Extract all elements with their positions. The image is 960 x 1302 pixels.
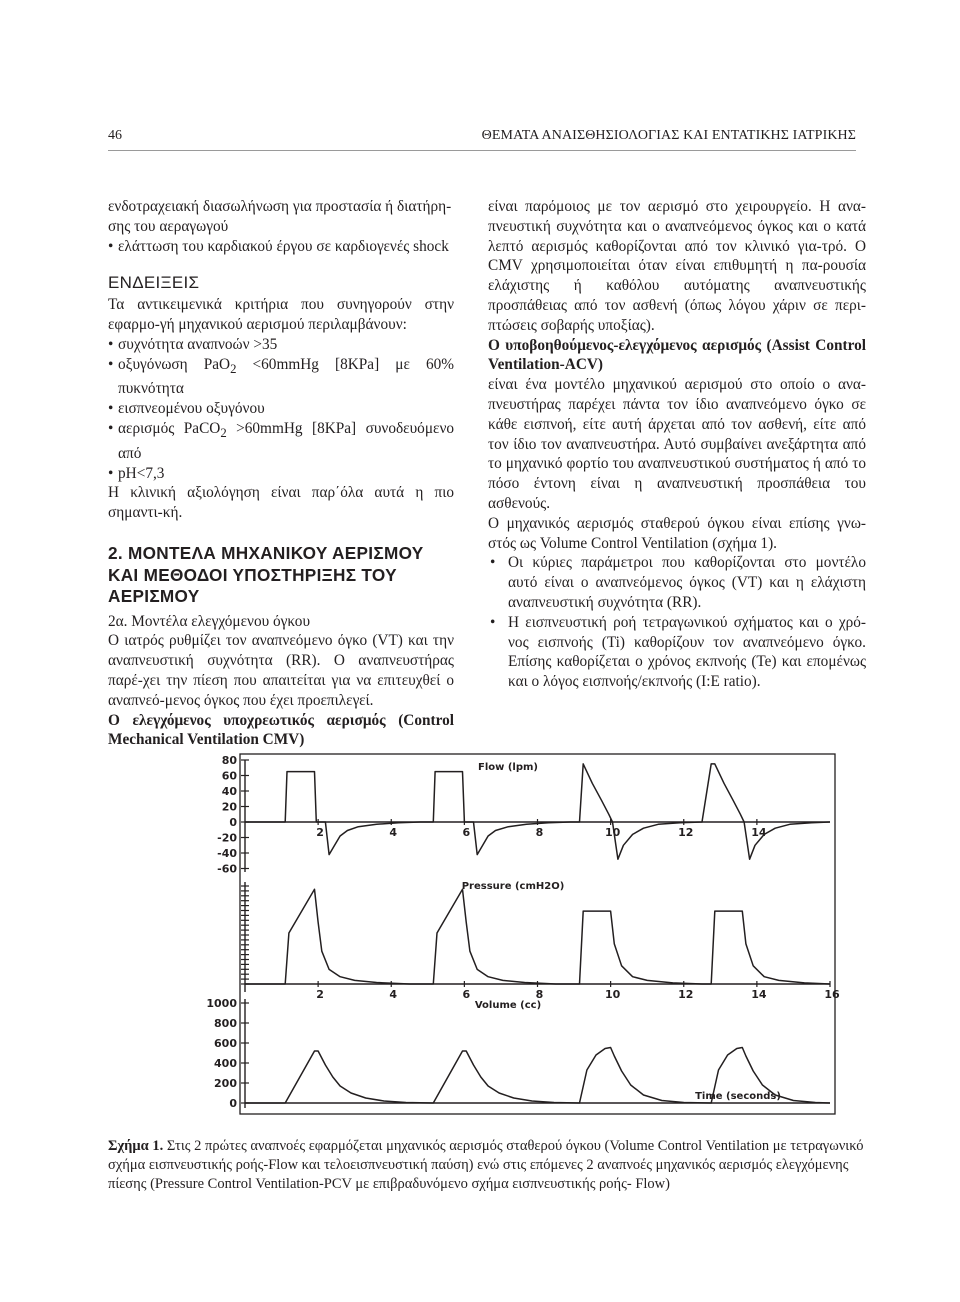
criterion-rate [108, 335, 454, 355]
criterion-pao2 [108, 355, 454, 400]
panel-1-x-tick-label: 8 [535, 988, 544, 1001]
left-column [108, 197, 454, 750]
ventilator-waveform-figure [206, 752, 840, 1118]
pao2-value: <60mmHg [8KPa] με 60% πυκνότητα [118, 355, 454, 398]
panel-0-y-tick-label: 80 [221, 754, 237, 767]
pao2-continued-text: εισπνεομένου οξυγόνου [118, 400, 265, 418]
pao2-subscript: 2 [230, 361, 237, 376]
panel-0-series-line [245, 764, 830, 859]
page-header [0, 0, 960, 150]
criterion-paco2-continued [108, 464, 454, 484]
vcv-paragraph: Ο μηχανικός αερισμός σταθερού όγκου είναι επίσης γνω-στός ως Volume Control Ventilation (σχήμα 1). [488, 514, 866, 552]
caption-text: Στις 2 πρώτες αναπνοές εφαρμόζεται μηχανικός αερισμός σταθερού όγκου (Volume Control Ventilation με τετραγωνικό σχήμα εισπνευστικής ροής-Flow και τελοεισπνευστική παύση) ενώ στις επόμενες 2 αναπνοές μηχανικός αερισμός ελεγχόμενης πίεσης (Pressure Control Ventilation-PCV με επιβραδυνόμενο σχήμα εισπνευστικής ροής- Flow) [108, 1138, 864, 1192]
parameter-bullets [488, 553, 866, 692]
parameter-bullet-1: • Οι κύριες παράμετροι που καθορίζονται στο μοντέλο αυτό είναι ο αναπνεόμενος όγκος (VT) και η ελάχιστη αναπνευστική συχνότητα (RR). [488, 553, 866, 612]
section-title: 2. ΜΟΝΤΕΛΑ ΜΗΧΑΝΙΚΟΥ ΑΕΡΙΣΜΟΥ ΚΑΙ ΜΕΘΟΔΟΙ ΥΠΟΣΤΗΡΙΞΗΣ ΤΟΥ ΑΕΡΙΣΜΟΥ [108, 543, 424, 607]
panel-0-x-tick-label: 2 [316, 826, 324, 839]
panel-2-y-tick-label: 400 [214, 1057, 237, 1070]
figure-caption [108, 1137, 866, 1194]
panel-0-x-tick-label: 14 [751, 826, 767, 839]
criterion-rate-text: συχνότητα αναπνοών >35 [118, 335, 278, 353]
pao2-text: οξυγόνωση PaO [118, 355, 231, 373]
panel-0-x-tick-label: 6 [462, 826, 471, 839]
parameter-bullet-2: • Η εισπνευστική ροή τετραγωνικού σχήματος και ο χρό-νος εισπνοής (Ti) καθορίζουν τον αναπνεόμενο όγκο. Επίσης καθορίζεται ο χρόνος εκπνοής (Te) και επομένως και ο λόγος εισπνοής/εκπνοής (I:E ratio). [488, 613, 866, 692]
panel-1-x-tick-label: 2 [316, 988, 324, 1001]
panel-0-y-tick-label: 20 [221, 800, 237, 814]
criteria-list [108, 335, 454, 484]
criterion-pao2-continued [108, 399, 454, 419]
criterion-paco2 [108, 419, 454, 464]
panel-0-title: Flow (lpm) [478, 762, 538, 773]
intro-text [108, 197, 454, 237]
panel-1-x-tick-label: 4 [389, 988, 398, 1001]
cmv-paragraph: είναι παρόμοιος με τον αερισμό στο χειρουργείο. Η ανα-πνευστική συχνότητα και ο αναπνεόμενος όγκος και ο κατά λεπτό αερισμός καθορίζονται από τον κλινικό για-τρό. Ο CMV χρησιμοποιείται όταν είναι επιθυμητή η πα-ρουσία ελάχιστης ή καθόλου αυτόματης αναπνευστικής προσπάθειας από τον ασθενή (όπως λόγου χάριν σε περι-πτώσεις σοβαρής υποξίας). [488, 198, 866, 334]
panel-0-y-tick-label: 40 [221, 785, 237, 798]
intro-bullets [108, 237, 454, 257]
header-rule [108, 150, 856, 151]
panel-2-y-tick-label: 200 [214, 1077, 237, 1090]
subsection-heading: 2α. Μοντέλα ελεγχόμενου όγκου [108, 612, 311, 630]
panel-0-x-tick-label: 8 [535, 826, 544, 839]
acv-heading: Ο υποβοηθούμενος-ελεγχόμενος αερισμός (Assist Control Ventilation-ACV) [488, 336, 866, 374]
panel-1-x-tick-label: 16 [824, 988, 840, 1001]
panel-1-x-tick-label: 14 [751, 988, 767, 1001]
cmv-heading: Ο ελεγχόμενος υποχρεωτικός αερισμός (Control Mechanical Ventilation CMV) [108, 711, 454, 749]
panel-2-x-label: Time (seconds) [695, 1091, 781, 1102]
clinical-note: Η κλινική αξιολόγηση είναι παρ΄όλα αυτά η πιο σημαντι-κή. [108, 484, 454, 522]
panel-0-y-tick-label: -40 [217, 847, 237, 860]
panel-2-y-tick-label: 600 [214, 1037, 237, 1050]
paco2-value: >60mmHg [8KPa] συνοδευόμενο από [118, 420, 455, 462]
waveform-charts [206, 752, 840, 1118]
running-head: ΘΕΜΑΤΑ ΑΝΑΙΣΘΗΣΙΟΛΟΓΙΑΣ ΚΑΙ ΕΝΤΑΤΙΚΗΣ ΙΑΤΡΙΚΗΣ [481, 128, 856, 143]
intro-line-1: ενδοτραχειακή διασωλήνωση για προστασία ή διατήρη- [108, 198, 452, 215]
panel-1-x-tick-label: 6 [462, 988, 471, 1001]
subsection-paragraph: Ο ιατρός ρυθμίζει τον αναπνεόμενο όγκο (VT) και την αναπνευστική συχνότητα (RR). Ο αναπνευστήρας παρέ-χει την πίεση που απαιτείται για να επιτευχθεί ο αναπνεό-μενος όγκος που έχει προεπιλεγεί. [108, 632, 454, 709]
panel-1-series-line [245, 889, 830, 984]
panel-0-x-tick-label: 12 [678, 826, 694, 839]
panel-1-title: Pressure (cmH2O) [461, 881, 565, 892]
panel-2-title: Volume (cc) [474, 1000, 542, 1011]
caption-label: Σχήμα 1. [108, 1138, 164, 1154]
figure-frame [240, 754, 835, 1114]
panel-2-y-tick-label: 1000 [206, 997, 237, 1010]
indications-heading: ΕΝΔΕΙΞΕΙΣ [108, 273, 200, 293]
acv-paragraph: είναι ένα μοντέλο μηχανικού αερισμού στο οποίο ο ανα-πνευστήρας παρέχει πάντα τον ίδιο αναπνεόμενο όγκο σε κάθε εισπνοή, είτε αυτή άρχεται από τον ασθενή, είτε από τον ίδιο τον αναπνευστήρα. Αυτό συμβαίνει ανεξάρτητα από το μηχανικό φορτίο του αναπνευστικού συστήματος ή από το πόσο έντονη είναι η αναπνευστική προσπάθεια του ασθενούς. [488, 376, 866, 512]
panel-1-x-tick-label: 12 [678, 988, 694, 1001]
panel-0-y-tick-label: 60 [221, 769, 237, 783]
intro-bullet: • ελάττωση του καρδιακού έργου σε καρδιογενές shock [108, 237, 454, 257]
right-column [488, 197, 866, 692]
panel-0-y-tick-label: -20 [217, 831, 237, 845]
panel-1-x-tick-label: 10 [604, 988, 621, 1001]
panel-2-y-tick-label: 800 [214, 1017, 237, 1030]
panel-2-y-tick-label: 0 [229, 1097, 237, 1110]
paco2-subscript: 2 [220, 426, 227, 441]
panel-0-x-tick-label: 4 [389, 826, 398, 839]
paco2-text: αερισμός PaCO [118, 420, 221, 438]
panel-0-y-tick-label: -60 [217, 862, 237, 876]
panel-0-x-tick-label: 10 [604, 826, 621, 839]
paco2-continued-text: pH<7,3 [118, 464, 165, 482]
indications-intro: Τα αντικειμενικά κριτήρια που συνηγορούν στην εφαρμο-γή μηχανικού αερισμού περιλαμβάνουν: [108, 296, 454, 333]
panel-0-y-tick-label: 0 [229, 816, 237, 829]
intro-line-2: σης του αεραγωγού [108, 217, 229, 235]
page-number: 46 [108, 128, 122, 143]
